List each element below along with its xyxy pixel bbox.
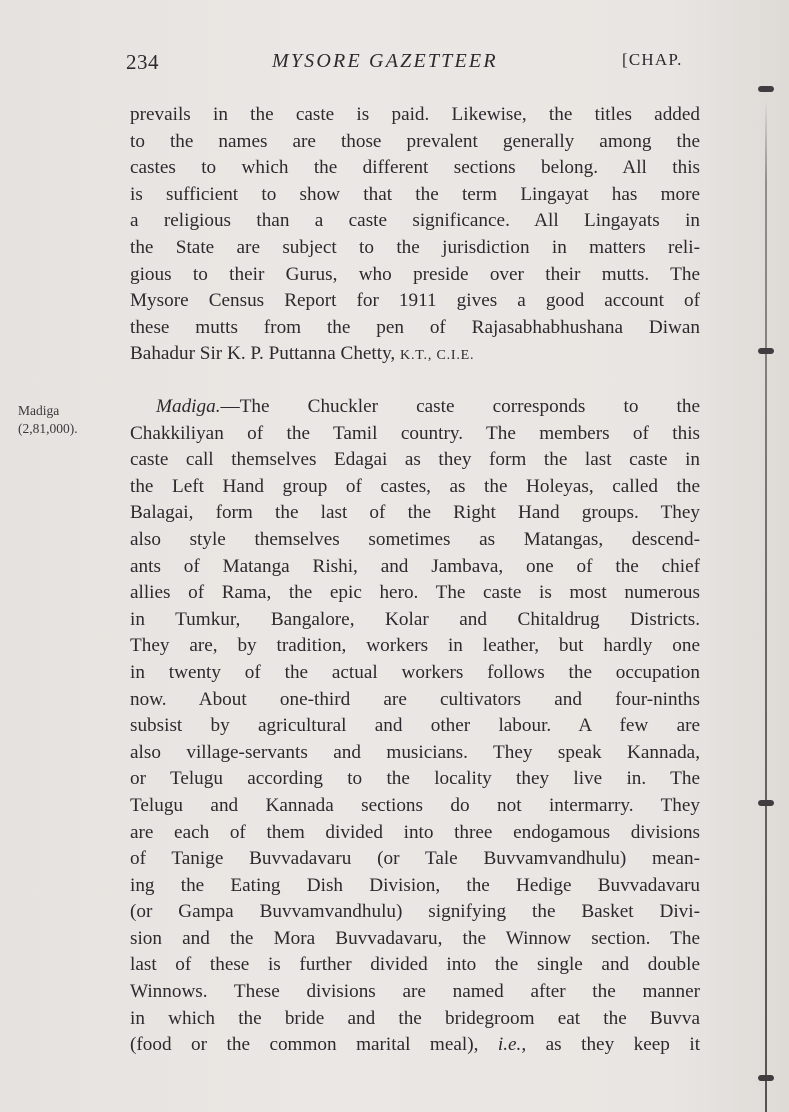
- running-title: MYSORE GAZETTEER: [272, 50, 498, 72]
- text-line: allies of Rama, the epic hero. The caste is most numerous: [130, 582, 700, 604]
- page-number: 234: [126, 50, 159, 74]
- text-line: in twenty of the actual workers follows the occupation: [130, 661, 700, 683]
- text-line: They are, by tradition, workers in leather, but hardly one: [130, 635, 700, 657]
- text-line: ants of Matanga Rishi, and Jambava, one of the chief: [130, 555, 700, 577]
- text-line: castes to which the different sections belong. All this: [130, 157, 700, 179]
- honorifics: K.T., C.I.E.: [400, 348, 475, 364]
- text-line: Winnows. These divisions are named after the manner: [130, 981, 700, 1003]
- text-line-last: [130, 341, 700, 368]
- margin-note-population: (2,81,000).: [18, 421, 78, 436]
- text-line: in which the bride and the bridegroom eat the Buvva: [130, 1007, 700, 1029]
- text-fragment-italic: i.e.,: [497, 1034, 527, 1056]
- binding-mark: [758, 1075, 774, 1081]
- text-line: caste call themselves Edagai as they form the last caste in: [130, 449, 700, 471]
- text-line-final: [130, 1032, 700, 1059]
- text-line: (or Gampa Buvvamvandhulu) signifying the Basket Divi-: [130, 901, 700, 923]
- text-line: last of these is further divided into the single and double: [130, 954, 700, 976]
- binding-mark: [758, 800, 774, 806]
- text-line: the State are subject to the jurisdiction in matters reli-: [130, 236, 700, 258]
- margin-note-title: Madiga: [18, 403, 60, 418]
- text-line: ing the Eating Dish Division, the Hedige Buvvadavaru: [130, 874, 700, 896]
- text-line: prevails in the caste is paid. Likewise, the titles added: [130, 104, 700, 125]
- margin-note: [18, 402, 78, 438]
- text-line: to the names are those prevalent generally among the: [130, 130, 700, 152]
- text-fragment: Bahadur Sir K. P. Puttanna Chetty,: [130, 343, 396, 365]
- text-line: or Telugu according to the locality they live in. The: [130, 768, 700, 790]
- text-line: are each of them divided into three endogamous divisions: [130, 821, 700, 843]
- text-line: also village-servants and musicians. They speak Kannada,: [130, 741, 700, 763]
- text-line: sion and the Mora Buvvadavaru, the Winnow section. The: [130, 927, 700, 949]
- page-header: [0, 48, 789, 82]
- paragraph-lingayat-end: [130, 102, 700, 368]
- text-line: in Tumkur, Bangalore, Kolar and Chitaldrug Districts.: [130, 608, 700, 630]
- paragraph-madiga: [130, 394, 700, 1059]
- text-fragment: —The Chuckler caste corresponds to the: [220, 396, 700, 417]
- text-line: also style themselves sometimes as Matangas, descend-: [130, 528, 700, 550]
- text-line: Mysore Census Report for 1911 gives a good account of: [130, 290, 700, 312]
- section-lead: Madiga.: [156, 396, 221, 417]
- text-fragment: as they keep it: [545, 1034, 701, 1056]
- text-line: now. About one-third are cultivators and four-ninths: [130, 688, 700, 710]
- chapter-label: [CHAP.: [622, 50, 683, 69]
- binding-line: [765, 100, 767, 1112]
- text-line: Chakkiliyan of the Tamil country. The members of this: [130, 422, 700, 444]
- binding-mark: [758, 86, 774, 92]
- text-line: Balagai, form the last of the Right Hand groups. They: [130, 502, 700, 524]
- text-line: a religious than a caste significance. All Lingayats in: [130, 210, 700, 232]
- text-line: subsist by agricultural and other labour. A few are: [130, 715, 700, 737]
- text-line-first: [130, 394, 700, 421]
- text-line: the Left Hand group of castes, as the Holeyas, called the: [130, 475, 700, 497]
- text-line: these mutts from the pen of Rajasabhabhushana Diwan: [130, 316, 700, 338]
- text-line: is sufficient to show that the term Lingayat has more: [130, 183, 700, 205]
- text-line: of Tanige Buvvadavaru (or Tale Buvvamvandhulu) mean-: [130, 848, 700, 870]
- text-fragment: (food or the common marital meal),: [130, 1034, 479, 1056]
- text-line: Telugu and Kannada sections do not intermarry. They: [130, 794, 700, 816]
- text-line: gious to their Gurus, who preside over their mutts. The: [130, 263, 700, 285]
- binding-mark: [758, 348, 774, 354]
